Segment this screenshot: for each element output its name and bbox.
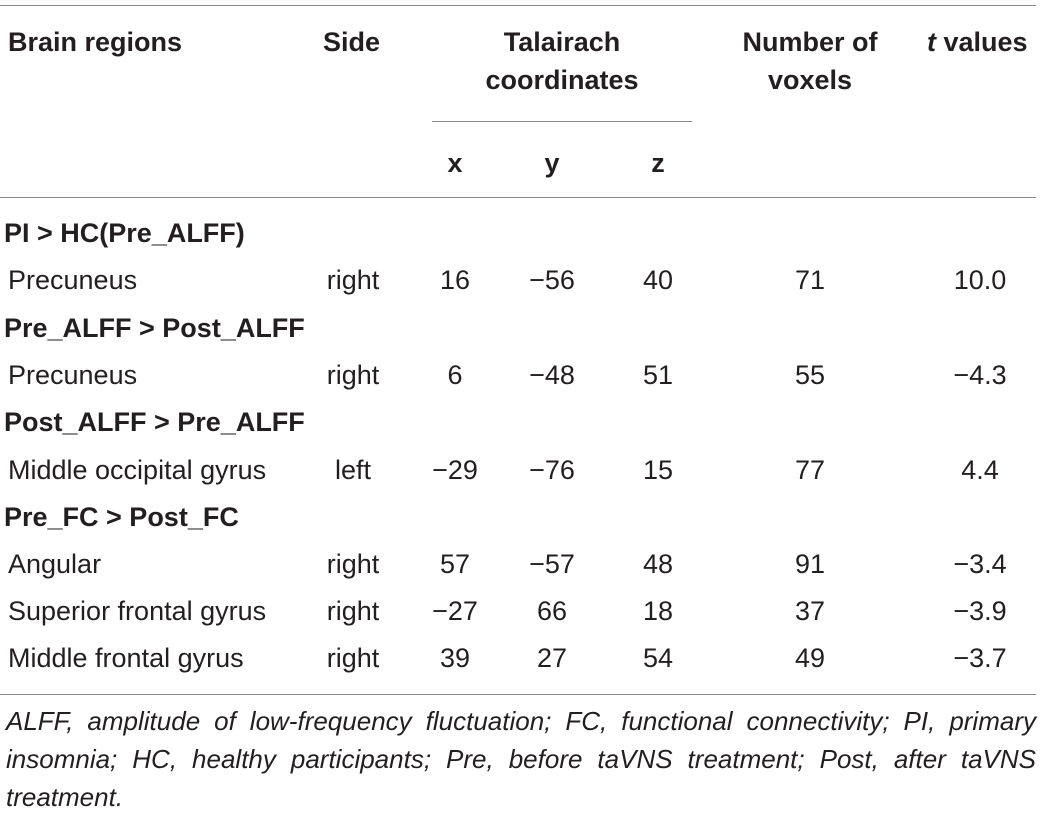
cell-x: 16 bbox=[439, 265, 471, 295]
cell-t-value: −4.3 bbox=[953, 360, 1007, 390]
cell-side: right bbox=[326, 360, 380, 390]
cell-region: Angular bbox=[8, 549, 102, 579]
cell-x: −27 bbox=[432, 596, 478, 626]
cell-voxels: 91 bbox=[794, 549, 826, 579]
cell-z: 18 bbox=[642, 596, 674, 626]
cell-z: 54 bbox=[642, 643, 674, 673]
header-bottom-rule bbox=[0, 197, 1036, 198]
cell-t-value: 4.4 bbox=[961, 455, 999, 485]
cell-z: 48 bbox=[642, 549, 674, 579]
cell-x: 39 bbox=[439, 643, 471, 673]
cell-voxels: 49 bbox=[794, 643, 826, 673]
cell-y: 66 bbox=[536, 596, 568, 626]
cell-t-value: 10.0 bbox=[953, 265, 1007, 295]
table-bottom-rule bbox=[0, 694, 1036, 695]
table-top-rule bbox=[0, 5, 1036, 6]
cell-z: 40 bbox=[642, 265, 674, 295]
cell-t-value: −3.9 bbox=[953, 596, 1007, 626]
header-voxels-line2: voxels bbox=[767, 65, 853, 95]
header-y: y bbox=[544, 148, 560, 178]
cell-side: right bbox=[326, 549, 380, 579]
cell-region: Middle frontal gyrus bbox=[8, 643, 244, 673]
table-footnote: ALFF, amplitude of low-frequency fluctuation; FC, functional connectivity; PI, primary insomnia; HC, healthy participants; Pre, before taVNS treatment; Post, after taVNS treatment. bbox=[6, 706, 1036, 812]
cell-voxels: 71 bbox=[794, 265, 826, 295]
section-title: Pre_FC > Post_FC bbox=[4, 502, 239, 532]
header-side: Side bbox=[323, 27, 381, 57]
cell-region: Precuneus bbox=[8, 360, 138, 390]
section-title: Pre_ALFF > Post_ALFF bbox=[4, 313, 305, 343]
cell-x: 57 bbox=[439, 549, 471, 579]
cell-y: 27 bbox=[536, 643, 568, 673]
cell-t-value: −3.4 bbox=[953, 549, 1007, 579]
cell-y: −56 bbox=[529, 265, 575, 295]
cell-side: right bbox=[326, 643, 380, 673]
section-title: PI > HC(Pre_ALFF) bbox=[4, 218, 245, 248]
cell-y: −57 bbox=[529, 549, 575, 579]
cell-y: −48 bbox=[529, 360, 575, 390]
cell-region: Middle occipital gyrus bbox=[8, 455, 267, 485]
cell-voxels: 77 bbox=[794, 455, 826, 485]
header-talairach-line2: coordinates bbox=[485, 65, 639, 95]
cell-voxels: 55 bbox=[794, 360, 826, 390]
cell-t-value: −3.7 bbox=[953, 643, 1007, 673]
cell-region: Superior frontal gyrus bbox=[8, 596, 267, 626]
cell-z: 51 bbox=[642, 360, 674, 390]
cell-z: 15 bbox=[642, 455, 674, 485]
cell-region: Precuneus bbox=[8, 265, 138, 295]
talairach-subheader-rule bbox=[432, 121, 692, 122]
header-talairach-line1: Talairach bbox=[503, 27, 621, 57]
section-title: Post_ALFF > Pre_ALFF bbox=[4, 407, 305, 437]
header-brain-regions: Brain regions bbox=[8, 27, 183, 57]
cell-x: −29 bbox=[432, 455, 478, 485]
header-t-values bbox=[927, 26, 1028, 58]
cell-x: 6 bbox=[447, 360, 463, 390]
cell-side: left bbox=[334, 455, 372, 485]
cell-voxels: 37 bbox=[794, 596, 826, 626]
cell-y: −76 bbox=[529, 455, 575, 485]
header-z: z bbox=[651, 148, 665, 178]
header-voxels-line1: Number of bbox=[742, 27, 878, 57]
cell-side: right bbox=[326, 596, 380, 626]
header-x: x bbox=[447, 148, 463, 178]
cell-side: right bbox=[326, 265, 380, 295]
header-t-rest: values bbox=[936, 27, 1028, 57]
header-t-italic: t bbox=[927, 27, 936, 57]
